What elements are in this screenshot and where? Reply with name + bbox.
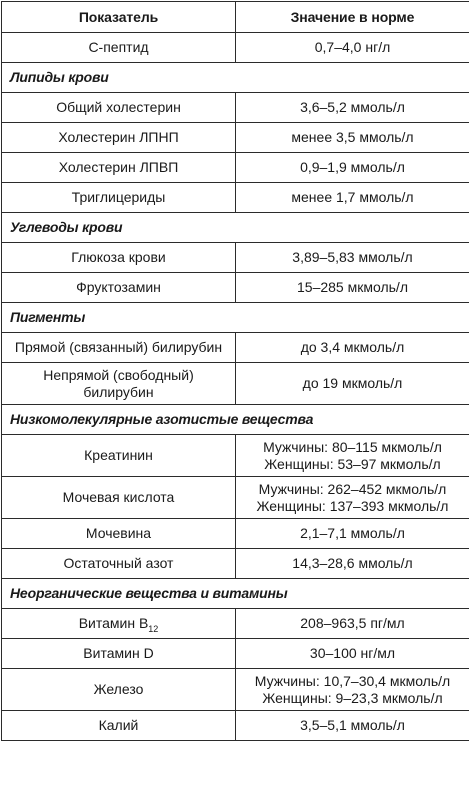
normal-value: 0,7–4,0 нг/л — [236, 33, 469, 63]
table-row — [2, 33, 469, 63]
table-row — [2, 669, 469, 711]
indicator-name: Мочевая кислота — [2, 477, 236, 519]
value-line-men: Мужчины: 80–115 мкмоль/л — [239, 439, 466, 456]
table-row — [2, 243, 469, 273]
table-row — [2, 519, 469, 549]
header-normal-value: Значение в норме — [236, 2, 469, 33]
indicator-name — [2, 363, 236, 405]
section-row — [2, 303, 469, 333]
indicator-name: Креатинин — [2, 435, 236, 477]
indicator-name: Витамин D — [2, 639, 236, 669]
normal-value: менее 3,5 ммоль/л — [236, 123, 469, 153]
normal-value: до 19 мкмоль/л — [236, 363, 469, 405]
indicator-name: Холестерин ЛПНП — [2, 123, 236, 153]
normal-value — [236, 477, 469, 519]
section-row — [2, 405, 469, 435]
table-row — [2, 333, 469, 363]
indicator-name: Железо — [2, 669, 236, 711]
indicator-name: Холестерин ЛПВП — [2, 153, 236, 183]
table-row — [2, 435, 469, 477]
section-row — [2, 63, 469, 93]
normal-value: 15–285 мкмоль/л — [236, 273, 469, 303]
normal-value: 30–100 нг/мл — [236, 639, 469, 669]
table-row — [2, 363, 469, 405]
table-row — [2, 549, 469, 579]
reference-values-table — [1, 1, 469, 741]
normal-value: до 3,4 мкмоль/л — [236, 333, 469, 363]
indicator-name: Остаточный азот — [2, 549, 236, 579]
section-title: Неорганические вещества и витамины — [2, 579, 469, 609]
section-row — [2, 579, 469, 609]
section-title: Углеводы крови — [2, 213, 469, 243]
table-row — [2, 273, 469, 303]
normal-value: 3,5–5,1 ммоль/л — [236, 711, 469, 741]
indicator-name: С-пептид — [2, 33, 236, 63]
table-row — [2, 93, 469, 123]
section-title: Липиды крови — [2, 63, 469, 93]
normal-value: 14,3–28,6 ммоль/л — [236, 549, 469, 579]
table-row — [2, 183, 469, 213]
normal-value: менее 1,7 ммоль/л — [236, 183, 469, 213]
indicator-name: Фруктозамин — [2, 273, 236, 303]
section-title: Низкомолекулярные азотистые вещества — [2, 405, 469, 435]
indicator-name-text: Витамин B — [79, 615, 149, 631]
normal-value: 3,6–5,2 ммоль/л — [236, 93, 469, 123]
normal-value: 3,89–5,83 ммоль/л — [236, 243, 469, 273]
table-row — [2, 477, 469, 519]
indicator-name-line: билирубин — [5, 384, 232, 401]
value-line-women: Женщины: 137–393 мкмоль/л — [239, 498, 466, 515]
indicator-name: Триглицериды — [2, 183, 236, 213]
normal-value: 0,9–1,9 ммоль/л — [236, 153, 469, 183]
value-line-women: Женщины: 9–23,3 мкмоль/л — [239, 690, 466, 707]
value-line-women: Женщины: 53–97 мкмоль/л — [239, 456, 466, 473]
value-line-men: Мужчины: 262–452 мкмоль/л — [239, 481, 466, 498]
vitamin-subscript: 12 — [148, 624, 158, 634]
normal-value: 2,1–7,1 ммоль/л — [236, 519, 469, 549]
section-row — [2, 213, 469, 243]
header-indicator: Показатель — [2, 2, 236, 33]
table-row — [2, 711, 469, 741]
table-row — [2, 153, 469, 183]
indicator-name: Глюкоза крови — [2, 243, 236, 273]
normal-value: 208–963,5 пг/мл — [236, 609, 469, 639]
indicator-name: Общий холестерин — [2, 93, 236, 123]
table-row — [2, 639, 469, 669]
normal-value — [236, 435, 469, 477]
indicator-name: Мочевина — [2, 519, 236, 549]
table-row — [2, 609, 469, 639]
value-line-men: Мужчины: 10,7–30,4 мкмоль/л — [239, 673, 466, 690]
indicator-name — [2, 609, 236, 639]
indicator-name: Прямой (связанный) билирубин — [2, 333, 236, 363]
indicator-name-line: Непрямой (свободный) — [5, 367, 232, 384]
section-title: Пигменты — [2, 303, 469, 333]
indicator-name: Калий — [2, 711, 236, 741]
normal-value — [236, 669, 469, 711]
header-row — [2, 2, 469, 33]
table-row — [2, 123, 469, 153]
